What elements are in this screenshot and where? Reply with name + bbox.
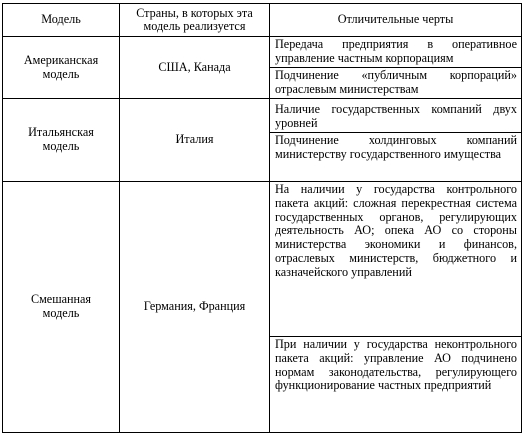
feature-item: На наличии у государства контрольного пакета акций: сложная перекрестная система государственных органов, регулирующих деятельность АО; опека АО со стороны министерства экономики и финансов, отраслевых министерств, бюджетного и казначейского управлений	[270, 182, 521, 337]
header-model: Модель	[3, 4, 120, 37]
feature-item: Передача предприятия в оперативное управление частным корпорациям	[270, 37, 521, 68]
header-countries: Страны, в которых эта модель реализуется	[120, 4, 270, 37]
table-row	[3, 182, 522, 433]
table-row	[3, 37, 522, 99]
countries-cell: Италия	[120, 99, 270, 182]
feature-item: Подчинение «публичным корпораций» отраслевым министерствам	[275, 68, 517, 96]
features-cell	[270, 182, 522, 433]
table-row	[3, 99, 522, 182]
models-table	[2, 3, 522, 433]
countries-cell: США, Канада	[120, 37, 270, 99]
feature-item: Наличие государственных компаний двух уровней	[270, 102, 521, 133]
feature-item: При наличии у государства неконтрольного пакета акций: управление АО подчинено нормам законодательства, регулирующего функционирование частных предприятий	[275, 337, 517, 393]
countries-cell: Германия, Франция	[120, 182, 270, 433]
feature-item: Подчинение холдинговых компаний министерству государственного имущества	[275, 133, 517, 161]
model-cell: Смешанная модель	[3, 182, 120, 433]
features-cell	[270, 37, 522, 99]
header-features: Отличительные черты	[270, 4, 522, 37]
features-cell	[270, 99, 522, 182]
model-cell: Итальянская модель	[3, 99, 120, 182]
header-row	[3, 4, 522, 37]
model-cell: Американская модель	[3, 37, 120, 99]
